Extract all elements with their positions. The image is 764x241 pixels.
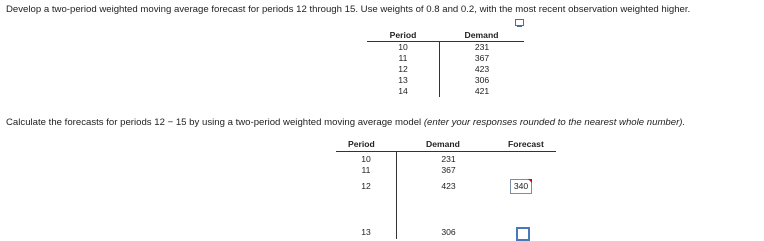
period-cell: 13	[361, 227, 371, 237]
instruction-main: Calculate the forecasts for periods 12 − 15 by using a two-period weighted moving average model	[6, 117, 424, 128]
period-cell: 14	[398, 86, 408, 96]
period-cell: 11	[361, 165, 371, 175]
demand-header: Demand	[426, 139, 460, 149]
demand-header: Demand	[464, 30, 499, 40]
copy-data-icon[interactable]	[515, 19, 524, 27]
forecast-input-period-13[interactable]	[516, 227, 530, 241]
demand-cell: 423	[474, 64, 490, 74]
forecast-input-period-12[interactable]: 340	[510, 179, 532, 194]
calculation-instruction	[6, 117, 685, 128]
period-column	[367, 42, 440, 97]
period-cell: 12	[398, 64, 408, 74]
incorrect-flag-icon	[528, 179, 532, 183]
rounding-note: (enter your responses rounded to the nearest whole number).	[423, 117, 686, 128]
demand-column	[440, 42, 524, 97]
instruction-text: Develop a two-period weighted moving average forecast for periods 12 through 15. Use weights of 0.8 and 0.2, with the most recent observation weighted higher.	[6, 4, 691, 15]
forecast-table	[336, 139, 566, 239]
demand-cell: 306	[441, 227, 456, 237]
demand-cell: 423	[441, 181, 456, 191]
demand-cell: 367	[441, 165, 456, 175]
demand-cell: 231	[441, 154, 456, 164]
demand-cell: 306	[474, 75, 490, 85]
period-cell: 13	[398, 75, 408, 85]
period-cell: 12	[361, 181, 371, 191]
period-header: Period	[389, 30, 417, 40]
demand-cell: 367	[474, 53, 490, 63]
period-cell: 10	[398, 42, 408, 52]
forecast-header: Forecast	[508, 139, 544, 149]
period-cell: 10	[361, 154, 371, 164]
period-cell: 11	[398, 53, 408, 63]
period-header: Period	[348, 139, 375, 149]
header-divider	[336, 151, 556, 152]
demand-cell: 421	[474, 86, 490, 96]
demand-data-table	[367, 30, 524, 97]
table-header	[367, 30, 524, 42]
column-divider	[396, 152, 397, 239]
demand-cell: 231	[474, 42, 490, 52]
